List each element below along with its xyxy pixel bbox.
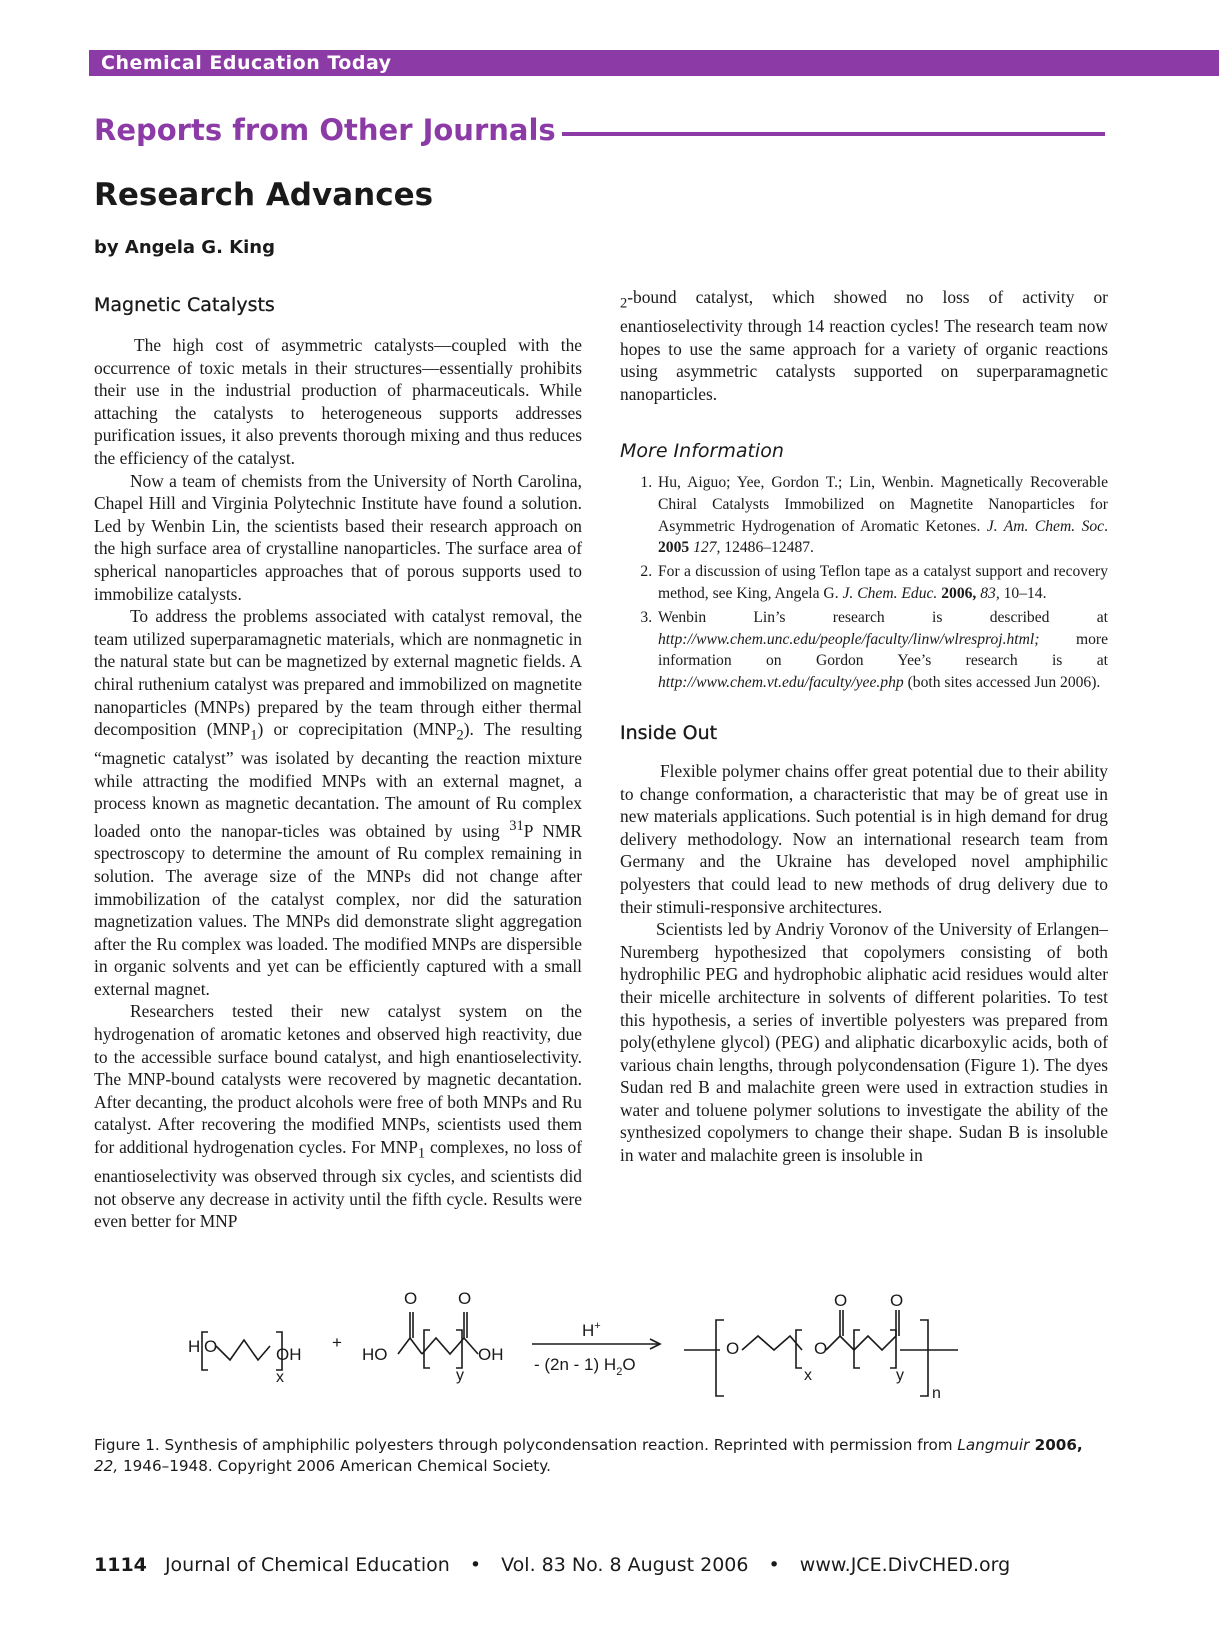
paragraph: Scientists led by Andriy Voronov of the University of Erlangen–Nuremberg hypothesized that copolymers consisting of both hydrophilic PEG and hydrophobic aliphatic acid residues would alter their micelle architecture in solvents of different polarities. To test this hypothesis, a series of invertible polyesters was prepared from poly(ethylene glycol) (PEG) and aliphatic dicarboxylic acids, both of various chain lengths, through polycondensation (Figure 1). The dyes Sudan red B and malachite green were used in extraction studies in water and toluene polymer solutions to investigate the ability of the synthesized copolymers to change their shape. Sudan B is insoluble in water and malachite green is insoluble in [620, 919, 1108, 1166]
heading-inside-out: Inside Out [620, 721, 718, 744]
label-y: y [896, 1367, 904, 1384]
label-o: O [726, 1339, 740, 1358]
heading-magnetic-catalysts: Magnetic Catalysts [94, 294, 275, 316]
label-oh: OH [478, 1345, 504, 1364]
separator: • [469, 1554, 482, 1576]
label-o: O [814, 1339, 828, 1358]
paragraph: Flexible polymer chains offer great potential due to their ability to change conformation, a characteristic that may be of great use in new materials applications. Such potential is in high demand for drug delivery methodology. Now an international research team from Germany and the Ukraine has developed novel amphiphilic polyesters that could lead to new methods of drug delivery due to their stimuli-responsive architectures. [620, 760, 1108, 917]
label-y: y [456, 1367, 464, 1384]
right-column [620, 287, 1109, 1167]
figure-reaction-scheme [160, 1289, 1040, 1420]
label-o: O [890, 1291, 904, 1310]
label-oh: OH [276, 1345, 302, 1364]
link-gordon-yee[interactable]: http://www.chem.vt.edu/faculty/yee.php [658, 674, 904, 692]
section-title: Reports from Other Journals [94, 113, 556, 147]
journal-name: Journal of Chemical Education [164, 1554, 450, 1576]
label-x: x [804, 1367, 812, 1384]
more-information-section [620, 438, 1108, 694]
reference-item: 3. Wenbin Lin’s research is described at http://www.chem.unc.edu/people/faculty/linw/wlresproj.html; more information on Gordon Yee’s research is at http://www.chem.vt.edu/faculty/yee.php (both sites accessed Jun 2006). [656, 607, 1108, 694]
byline: by Angela G. King [94, 237, 276, 258]
label-o: O [458, 1289, 472, 1308]
journal-url[interactable]: www.JCE.DivCHED.org [799, 1554, 1011, 1576]
paragraph: To address the problems associated with catalyst removal, the team utilized superparamagnetic materials, which are nonmagnetic in the natural state but can be magnetized by external magnetic fields. A chiral ruthenium catalyst was prepared and immobilized on magnetite nanoparticles (MNPs) prepared by the team through either thermal decomposition $(MNP_1)$ or coprecipitation $(MNP_2)$. The resulting “magnetic catalyst” was isolated by decanting the reaction mixture while attracting the modified MNPs with an external magnet, a process known as magnetic decantation. The amount of Ru complex loaded onto the nanopar-ticles was obtained by using $^{31}$P NMR spectroscopy to determine the amount of Ru complex remaining in solution. The average size of the MNPs did not change after immobilization of the catalyst complex, nor did the saturation magnetization values. The MNPs did demonstrate slight aggregation after the Ru complex was loaded. The modified MNPs are dispersible in organic solvents and yet can be efficiently captured with a small external magnet. [94, 606, 583, 999]
issue-info: Vol. 83 No. 8 August 2006 [501, 1554, 749, 1576]
label-o: O [404, 1289, 418, 1308]
label-o: O [204, 1337, 218, 1356]
figure-caption: Figure 1. Synthesis of amphiphilic polyesters through polycondensation reaction. Reprinted with permission from Langmuir 2006, 22, 1946–1948. Copyright 2006 American Chemical Society. [94, 1436, 1083, 1475]
paragraph: Now a team of chemists from the University of North Carolina, Chapel Hill and Virginia Polytechnic Institute have found a solution. Led by Wenbin Lin, the scientists based their research approach on the high surface area of crystalline nanoparticles. The surface area of spherical nanoparticles approaches that of porous supports used to immobilize catalysts. [94, 470, 582, 604]
link-wenbin-lin[interactable]: http://www.chem.unc.edu/people/faculty/linw/wlresproj.html; [658, 630, 1040, 648]
page-footer [94, 1552, 1094, 1578]
page-number: 1114 [94, 1554, 147, 1576]
separator: • [768, 1554, 780, 1576]
reference-item: 1. Hu, Aiguo; Yee, Gordon T.; Lin, Wenbin. Magnetically Recoverable Chiral Catalysts Immobilized on Magnetite Nanoparticles for Asymmetric Hydrogenation of Aromatic Ketones. J. Am. Chem. Soc. 2005 127, 12486–12487. [656, 472, 1108, 559]
header-banner [89, 50, 1219, 76]
left-column [94, 292, 582, 1233]
reference-list [620, 472, 1108, 694]
label-plus: + [332, 1333, 342, 1352]
label-condition: - (2n - 1) $H_2O$ [534, 1355, 636, 1378]
paragraph: The high cost of asymmetric catalysts—coupled with the occurrence of toxic metals in their structures—essentially prohibits their use in the industrial production of pharmaceuticals. While attaching the catalysts to heterogeneous supports addresses purification issues, it also prevents thorough mixing and thus reduces the efficiency of the catalyst. [94, 335, 582, 468]
label-catalyst: H+ [582, 1320, 601, 1340]
label-h: H [188, 1337, 201, 1356]
paragraph-continued: $_2$-bound catalyst, which showed no loss of activity or enantioselectivity through 14 reaction cycles! The research team now hopes to use the same approach for a variety of organic reactions using asymmetric catalysts supported on superparamagnetic nanoparticles. [620, 287, 1109, 404]
reference-item: 2. For a discussion of using Teflon tape as a catalyst support and recovery method, see King, Angela G. J. Chem. Educ. 2006, 83, 10–14. [656, 561, 1108, 605]
title-rule [562, 132, 1105, 136]
heading-more-information: More Information [620, 440, 784, 462]
article-title: Research Advances [94, 177, 434, 213]
label-x: x [276, 1369, 284, 1386]
label-ho: HO [362, 1345, 388, 1364]
label-n: n [932, 1385, 941, 1402]
paragraph: Researchers tested their new catalyst system on the hydrogenation of aromatic ketones and observed high reactivity, due to the accessible surface bound catalyst, and high enantioselectivity. The MNP-bound catalysts were recovered by magnetic decantation. After decanting, the product alcohols were free of both MNPs and Ru catalyst. After recovering the modified MNPs, scientists used them for additional hydrogenation cycles. For $MNP_1$ complexes, no loss of enantioselectivity was observed through six cycles, and scientists did not observe any decrease in activity until the fifth cycle. Results were even better for MNP [94, 1001, 583, 1232]
banner-title: Chemical Education Today [101, 52, 392, 74]
label-o: O [834, 1291, 848, 1310]
